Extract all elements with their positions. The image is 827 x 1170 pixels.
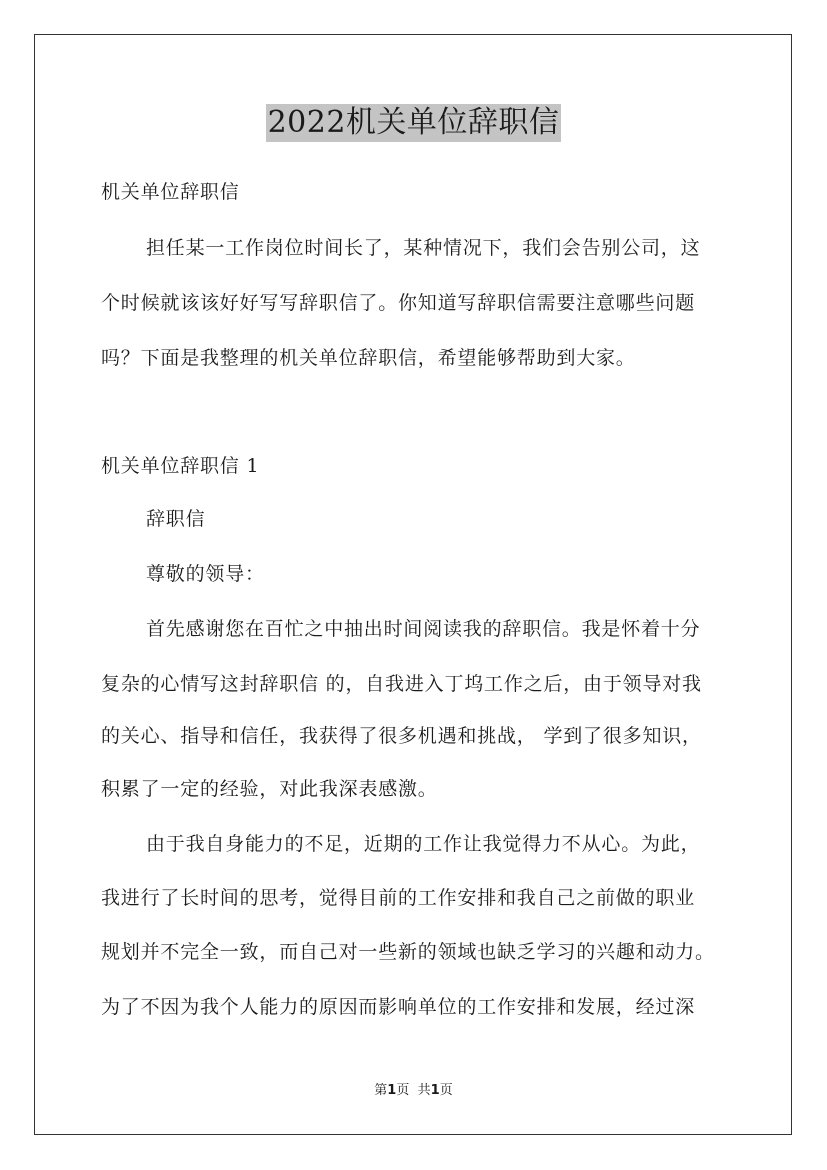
page-prefix: 第	[374, 1083, 388, 1098]
paragraph1-line-2: 复杂的心情写这封辞职信 的，自我进入丁坞工作之后，由于领导对我	[101, 673, 702, 695]
document-title: 2022机关单位辞职信	[267, 105, 560, 140]
page-number: 1	[387, 1083, 397, 1098]
total-prefix: 共	[417, 1083, 431, 1098]
paragraph2-line-2: 我进行了长时间的思考，觉得目前的工作安排和我自己之前做的职业	[101, 887, 696, 909]
page-suffix: 页	[396, 1083, 410, 1098]
page-footer	[0, 1083, 827, 1099]
total-pages: 1	[430, 1083, 440, 1098]
section-heading: 机关单位辞职信 1	[101, 455, 260, 477]
paragraph2-line-4: 为了不因为我个人能力的原因而影响单位的工作安排和发展，经过深	[101, 996, 696, 1018]
intro-line-3: 吗？下面是我整理的机关单位辞职信，希望能够帮助到大家。	[101, 347, 636, 369]
title-container	[0, 104, 827, 142]
paragraph1-line-1: 首先感谢您在百忙之中抽出时间阅读我的辞职信。我是怀着十分	[146, 618, 701, 640]
subtitle: 机关单位辞职信	[101, 181, 240, 203]
total-suffix: 页	[439, 1083, 453, 1098]
salutation: 尊敬的领导：	[146, 563, 265, 585]
intro-line-2: 个时候就该该好好写写辞职信了。你知道写辞职信需要注意哪些问题	[101, 292, 696, 314]
paragraph2-line-1: 由于我自身能力的不足，近期的工作让我觉得力不从心。为此，	[146, 833, 701, 855]
intro-line-1: 担任某一工作岗位时间长了，某种情况下，我们会告别公司，这	[146, 237, 701, 259]
paragraph1-line-4: 积累了一定的经验，对此我深表感激。	[101, 778, 438, 800]
paragraph1-line-3: 的关心、指导和信任，我获得了很多机遇和挑战， 学到了很多知识，	[101, 725, 702, 747]
letter-title: 辞职信	[146, 508, 206, 530]
paragraph2-line-3: 规划并不完全一致，而自己对一些新的领域也缺乏学习的兴趣和动力。	[101, 941, 715, 963]
